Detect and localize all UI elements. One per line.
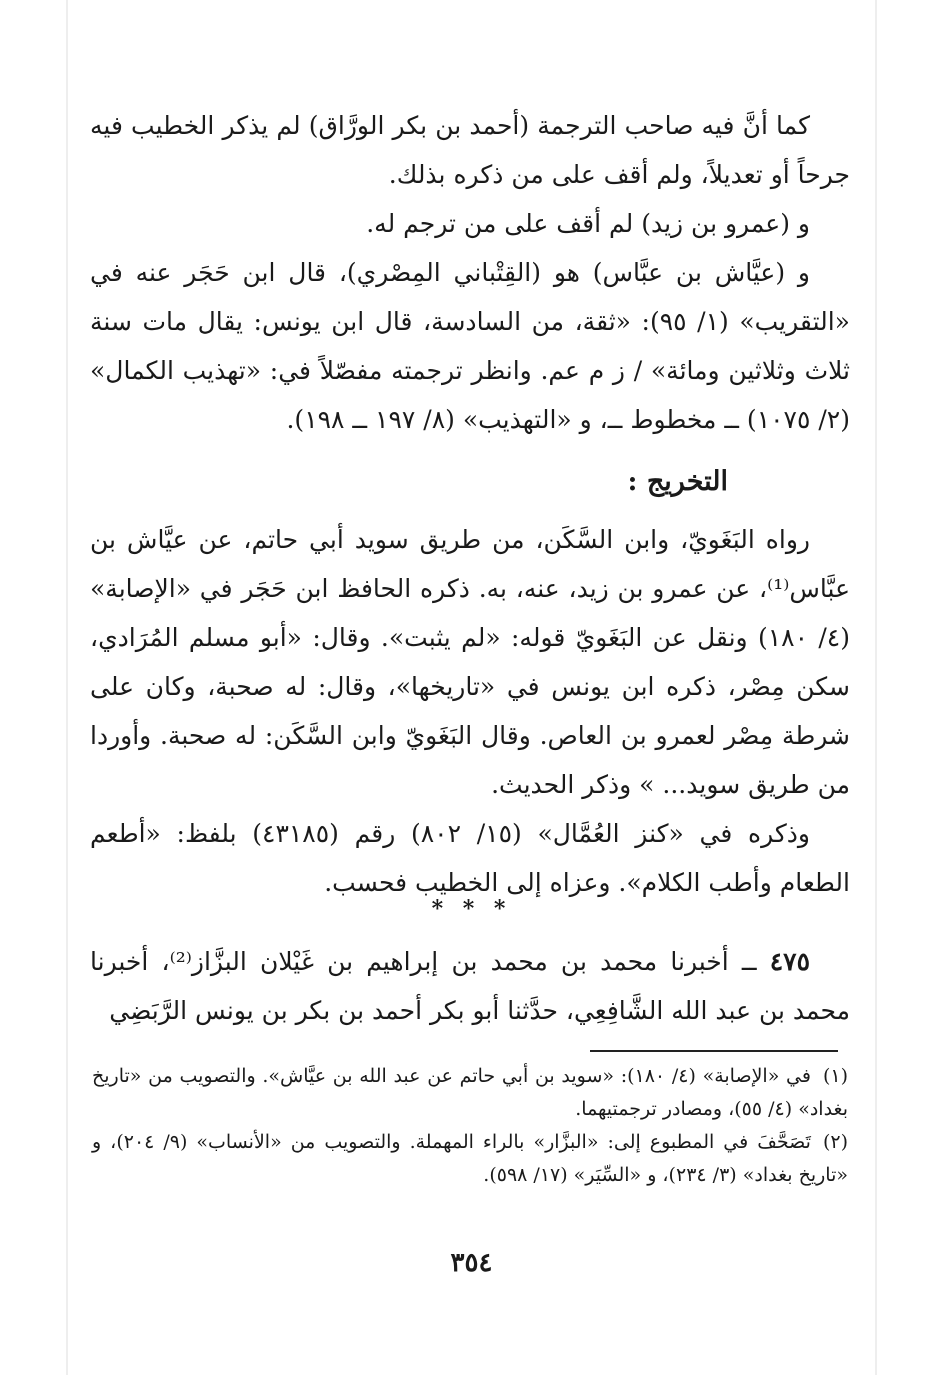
hadith-block — [90, 937, 850, 1035]
footnote-2 — [92, 1126, 848, 1192]
intro-text-block — [90, 101, 850, 444]
hadith-isnad-text: ــ أخبرنا محمد بن محمد بن إبراهيم بن غَيْلان البزَّاز⁽²⁾، أخبرنا محمد بن عبد الله الشَّافِعِي، حدَّثنا أبو بكر أحمد بن بكر بن يونس الرَّبَضِي — [90, 947, 850, 1025]
page-number: ٣٥٤ — [450, 1248, 493, 1278]
paragraph-narrator-note: كما أنَّ فيه صاحب الترجمة (أحمد بن بكر الورَّاق) لم يذكر الخطيب فيه جرحاً أو تعديلاً، ولم أقف على من ذكره بذلك. — [90, 111, 850, 189]
section-heading-takhrij: التخريج : — [627, 466, 728, 497]
paragraph-ayyash-ibn-abbas: و (عيَّاش بن عبَّاس) هو (القِتْباني المِصْري)، قال ابن حَجَر عنه في «التقريب» (١/ ٩٥): «ثقة، من السادسة، قال ابن يونس: يقال مات سنة ثلاث وثلاثين ومائة» / ز م عم. وانظر ترجمته مفصّلاً في: «تهذيب الكمال» (٢/ ١٠٧٥) ــ مخطوط ــ، و «التهذيب» (٨/ ١٩٧ ــ ١٩٨). — [90, 258, 850, 434]
paragraph-amr-ibn-zayd: و (عمرو بن زيد) لم أقف على من ترجم له. — [366, 209, 810, 238]
footnote-1-text: في «الإصابة» (٤/ ١٨٠): «سويد بن أبي حاتم عن عبد الله بن عيَّاش». والتصويب من «تاريخ بغداد» (٤/ ٥٥)، ومصادر ترجمتيهما. — [92, 1065, 848, 1120]
footnote-2-number: (٢) — [822, 1131, 848, 1153]
scan-edge-right — [875, 0, 877, 1375]
footnotes-block — [92, 1060, 848, 1192]
paragraph-kanz-al-ummal: وذكره في «كنز العُمَّال» (١٥/ ٨٠٢) رقم (٤٣١٨٥) بلفظ: «أطعم الطعام وأطب الكلام». وعزاه إلى الخطيب فحسب. — [90, 819, 850, 897]
paragraph-takhrij-narration: رواه البَغَويّ، وابن السَّكَن، من طريق سويد أبي حاتم، عن عيَّاش بن عبَّاس⁽¹⁾، عن عمرو بن زيد، عنه، به. ذكره الحافظ ابن حَجَر في «الإصابة» (٤/ ١٨٠) ونقل عن البَغَويّ قوله: «لم يثبت». وقال: «أبو مسلم المُرَادي، سكن مِصْر، ذكره ابن يونس في «تاريخها»، وقال: له صحبة، وكان على شرطة مِصْر لعمرو بن العاص. وقال البَغَويّ وابن السَّكَن: له صحبة. وأوردا من طريق سويد... » وذكر الحديث. — [90, 525, 850, 799]
footnote-1 — [92, 1060, 848, 1126]
footnote-1-number: (١) — [822, 1065, 849, 1087]
scan-edge-left — [66, 0, 68, 1375]
footnote-divider — [590, 1050, 838, 1052]
hadith-number: ٤٧٥ — [769, 947, 811, 976]
hadith-paragraph — [90, 937, 850, 1035]
takhrij-text-block — [90, 515, 850, 907]
footnote-2-text: تَصَحَّفَ في المطبوع إلى: «البزَّار» بالراء المهملة. والتصويب من «الأنساب» (٩/ ٢٠٤)، و «تاريخ بغداد» (٣/ ٢٣٤)، و «السِّيَر» (١٧/ ٥٩٨). — [92, 1131, 848, 1186]
section-separator: * * * — [431, 896, 512, 922]
